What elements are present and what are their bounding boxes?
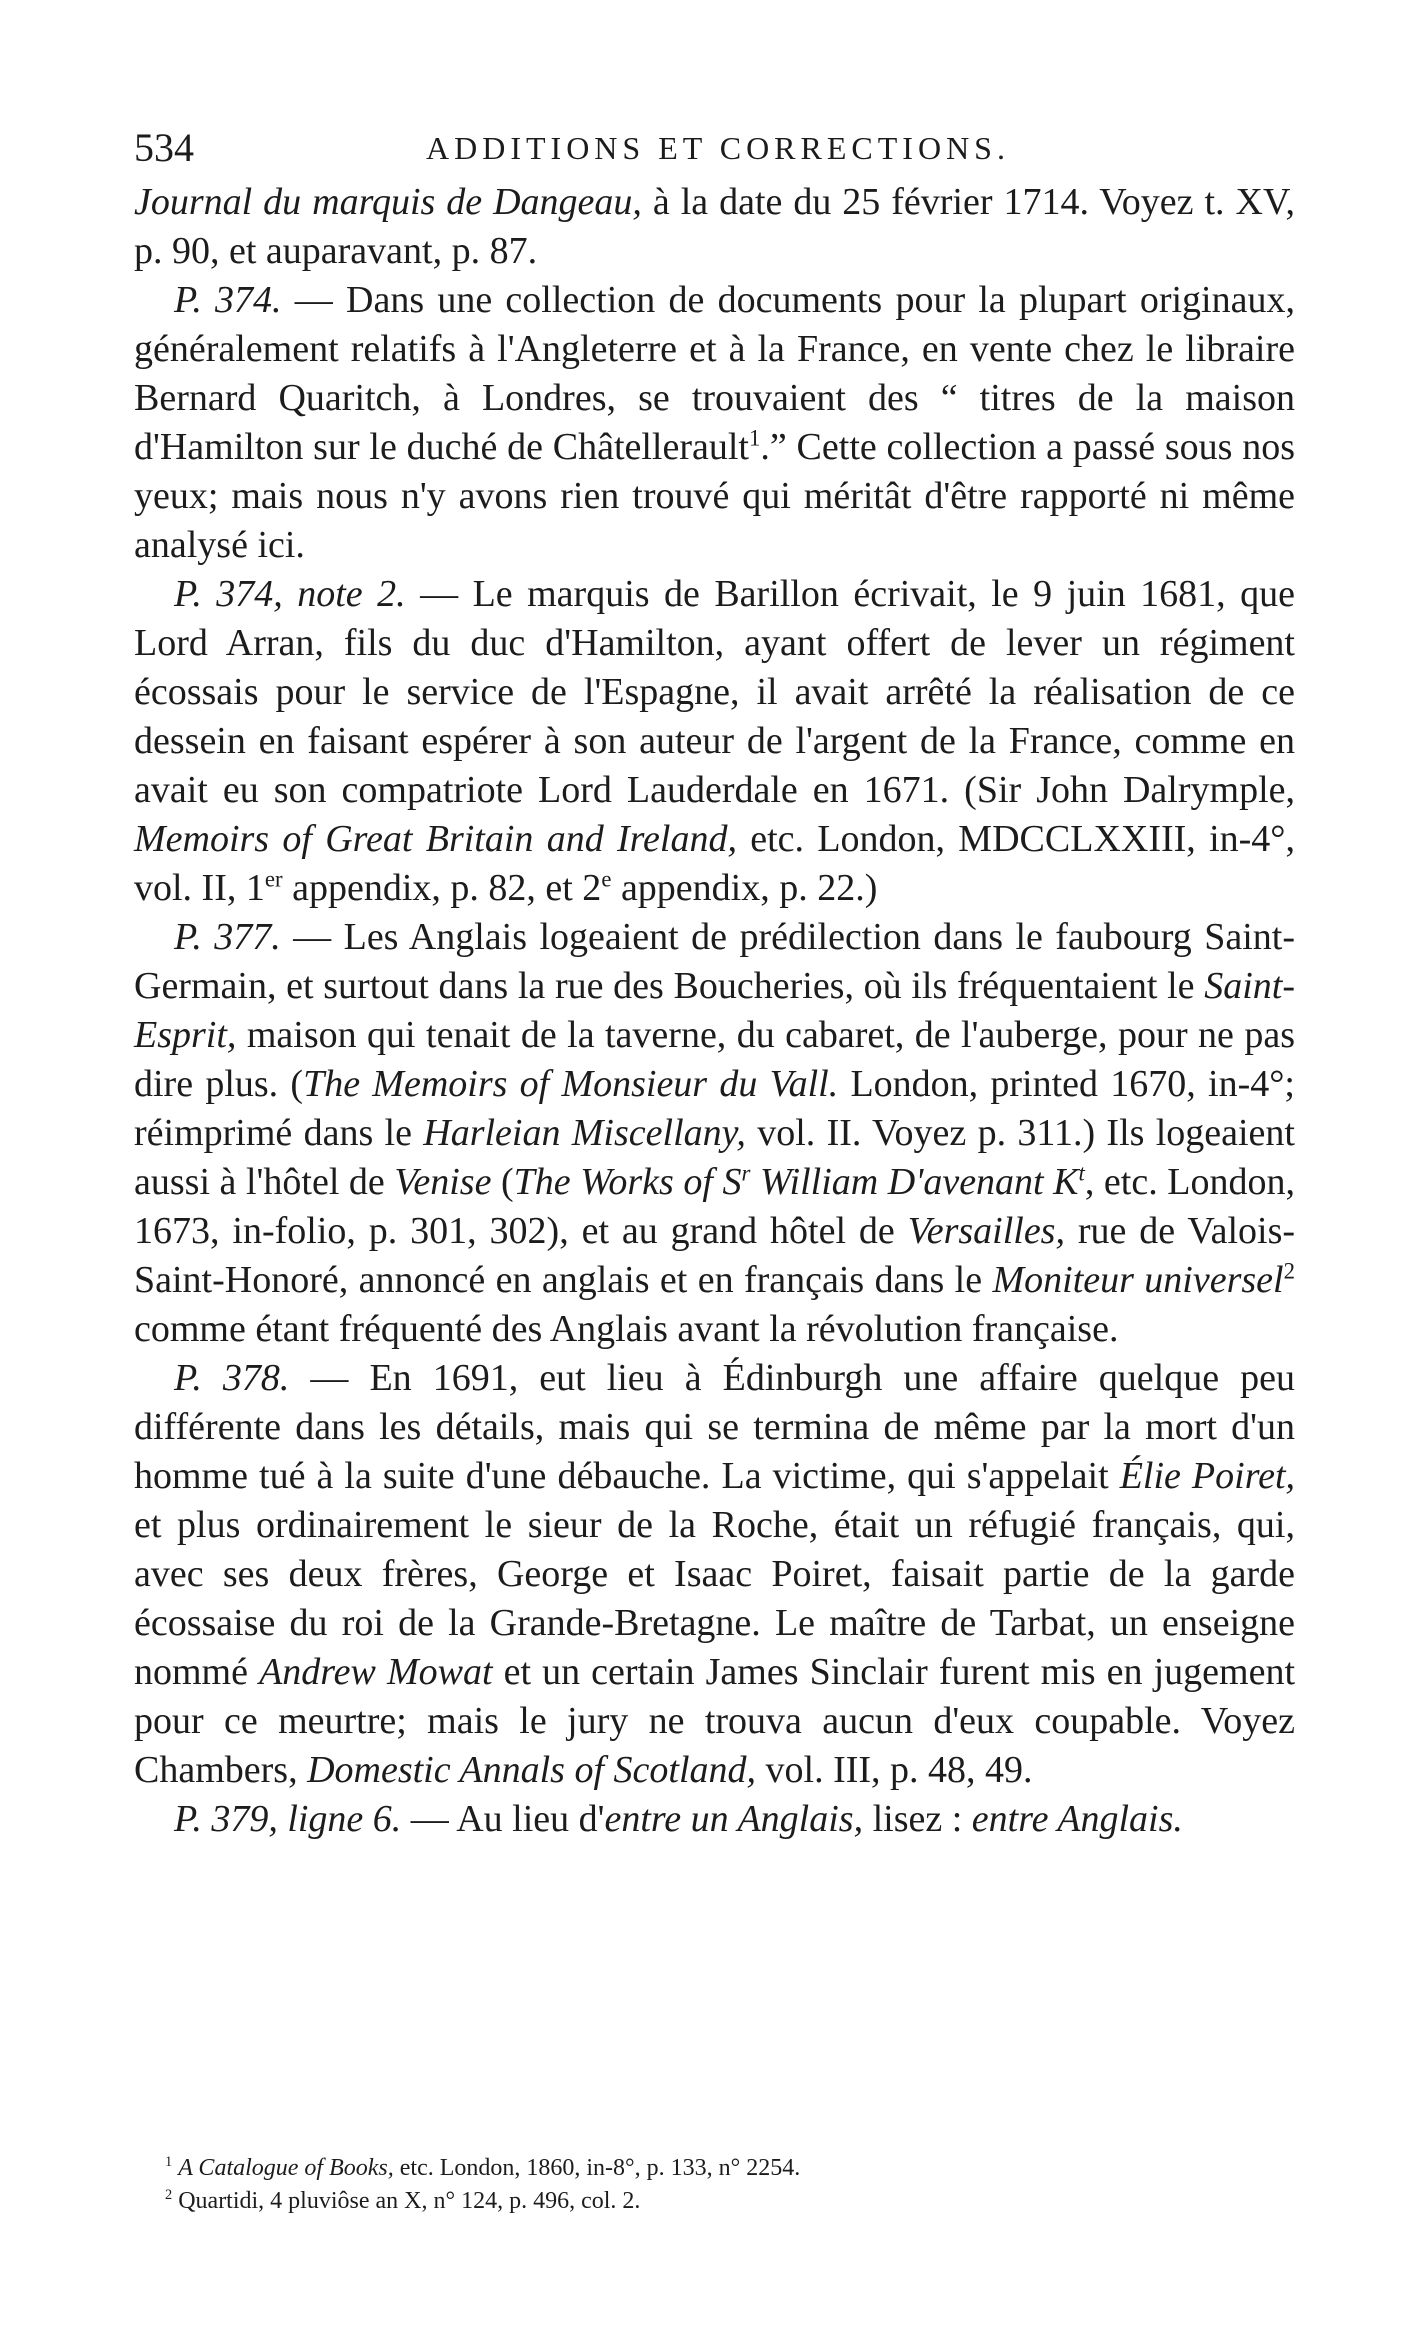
paragraph-p374-note2: [134, 570, 1295, 913]
page-number: 534: [134, 125, 194, 170]
text-run: rue de Valois-Saint-Honoré, annoncé en anglais et en français dans le: [134, 1210, 1296, 1301]
superscript: e: [601, 866, 612, 892]
paragraph-p378: [134, 1354, 1295, 1795]
footnote-text: etc. London, 1860, in-8°, p. 133, n° 2254.: [393, 2155, 801, 2181]
text-run: et un certain James Sinclair furent mis en jugement pour ce meurtre; mais le jury ne trouva aucun d'eux coupable. Voyez Chambers,: [134, 1651, 1296, 1791]
footnotes: [165, 2152, 1265, 2218]
text-run: maison qui tenait de la taverne, du cabaret, de l'auberge, pour ne pas dire plus. (: [134, 1014, 1295, 1105]
text-run: etc. London, MDCCLXXIII, in-4°, vol. II, 1: [134, 818, 1295, 909]
footnote-2: [165, 2185, 1265, 2218]
text-run: lisez :: [863, 1798, 972, 1840]
page-reference: P. 377.: [174, 916, 281, 958]
text-run: .” Cette collection a passé sous nos yeux; mais nous n'y avons rien trouvé qui méritât d'être rapporté ni même analysé ici.: [134, 426, 1295, 566]
italic-title: Venise: [394, 1161, 492, 1203]
footnote-italic: A Catalogue of Books,: [178, 2155, 394, 2181]
page-reference: P. 378.: [174, 1357, 290, 1399]
italic-title: William D'avenant K: [750, 1161, 1079, 1203]
text-run: — En 1691, eut lieu à Édinburgh une affaire quelque peu différente dans les détails, mais qui se termina de même par la mort d'un homme tué à la suite d'une débauche. La victime, qui s'appelait: [134, 1357, 1295, 1497]
paragraph-continuation: [134, 178, 1295, 276]
paragraph-p374: [134, 276, 1295, 570]
main-text: [134, 178, 1295, 1844]
text-run: vol. II. Voyez p. 311.) Ils logeaient aussi à l'hôtel de: [134, 1112, 1295, 1203]
italic-title: Saint-Esprit,: [134, 965, 1295, 1056]
italic-title: Versailles,: [907, 1210, 1065, 1252]
italic-name: Andrew Mowat: [259, 1651, 493, 1693]
footnote-marker: 2: [1283, 1258, 1295, 1284]
superscript: t: [1078, 1160, 1085, 1186]
superscript: r: [741, 1160, 751, 1186]
text-run: vol. III, p. 48, 49.: [756, 1749, 1033, 1791]
text-run: — Dans une collection de documents pour la plupart originaux, généralement relatifs à l'Angleterre et à la France, en vente chez le libraire Bernard Quaritch, à Londres, se trouvaient des “ titres de la maison d'Hamilton sur le duché de Châtellerault: [134, 279, 1295, 468]
text-run: appendix, p. 22.): [611, 867, 878, 909]
text-run: appendix, p. 82, et 2: [282, 867, 602, 909]
italic-text: entre un Anglais,: [604, 1798, 864, 1840]
text-run: — Le marquis de Barillon écrivait, le 9 juin 1681, que Lord Arran, fils du duc d'Hamilton, ayant offert de lever un régiment écossais pour le service de l'Espagne, il avait arrêté la réalisation de ce dessein en faisant espérer à son auteur de l'argent de la France, comme en avait eu son compatriote Lord Lauderdale en 1671. (Sir John Dalrymple,: [134, 573, 1295, 811]
italic-title: Harleian Miscellany,: [423, 1112, 746, 1154]
footnote-marker: 1: [749, 425, 761, 451]
text-run: comme étant fréquenté des Anglais avant la révolution française.: [134, 1308, 1119, 1350]
text-run: à la date du 25 février 1714. Voyez t. XV, p. 90, et auparavant, p. 87.: [134, 181, 1295, 272]
text-run: — Les Anglais logeaient de prédilection dans le faubourg Saint-Germain, et surtout dans la rue des Boucheries, où ils fréquentaient le: [134, 916, 1295, 1007]
footnote-text: Quartidi, 4 pluviôse an X, n° 124, p. 496, col. 2.: [178, 2188, 641, 2214]
page-reference: P. 374.: [174, 279, 282, 321]
paragraph-p379: [134, 1795, 1295, 1844]
page-reference: P. 379, ligne 6.: [174, 1798, 402, 1840]
italic-name: Élie Poiret,: [1119, 1455, 1296, 1497]
text-run: London, printed 1670, in-4°; réimprimé dans le: [134, 1063, 1295, 1154]
running-title: ADDITIONS ET CORRECTIONS.: [426, 130, 1010, 166]
italic-text: entre Anglais.: [971, 1798, 1183, 1840]
text-run: , etc. London, 1673, in-folio, p. 301, 302), et au grand hôtel de: [134, 1161, 1295, 1252]
italic-title: Journal du marquis de Dangeau,: [134, 181, 642, 223]
italic-title: The Memoirs of Monsieur du Vall.: [303, 1063, 839, 1105]
text-run: (: [491, 1161, 514, 1203]
paragraph-p377: [134, 913, 1295, 1354]
footnote-1: [165, 2152, 1265, 2185]
italic-title: Memoirs of Great Britain and Ireland,: [134, 818, 737, 860]
superscript: er: [264, 866, 283, 892]
text-run: et plus ordinairement le sieur de la Roche, était un réfugié français, qui, avec ses deux frères, George et Isaac Poiret, faisait partie de la garde écossaise du roi de la Grande-Bretagne. Le maître de Tarbat, un enseigne nommé: [134, 1504, 1295, 1693]
italic-title: Moniteur universel: [992, 1259, 1284, 1301]
page-reference: P. 374, note 2.: [174, 573, 406, 615]
italic-title: The Works of S: [513, 1161, 742, 1203]
footnote-mark: 2: [165, 2187, 173, 2203]
text-run: — Au lieu d': [401, 1798, 605, 1840]
footnote-mark: 1: [165, 2154, 173, 2170]
italic-title: Domestic Annals of Scotland,: [307, 1749, 757, 1791]
